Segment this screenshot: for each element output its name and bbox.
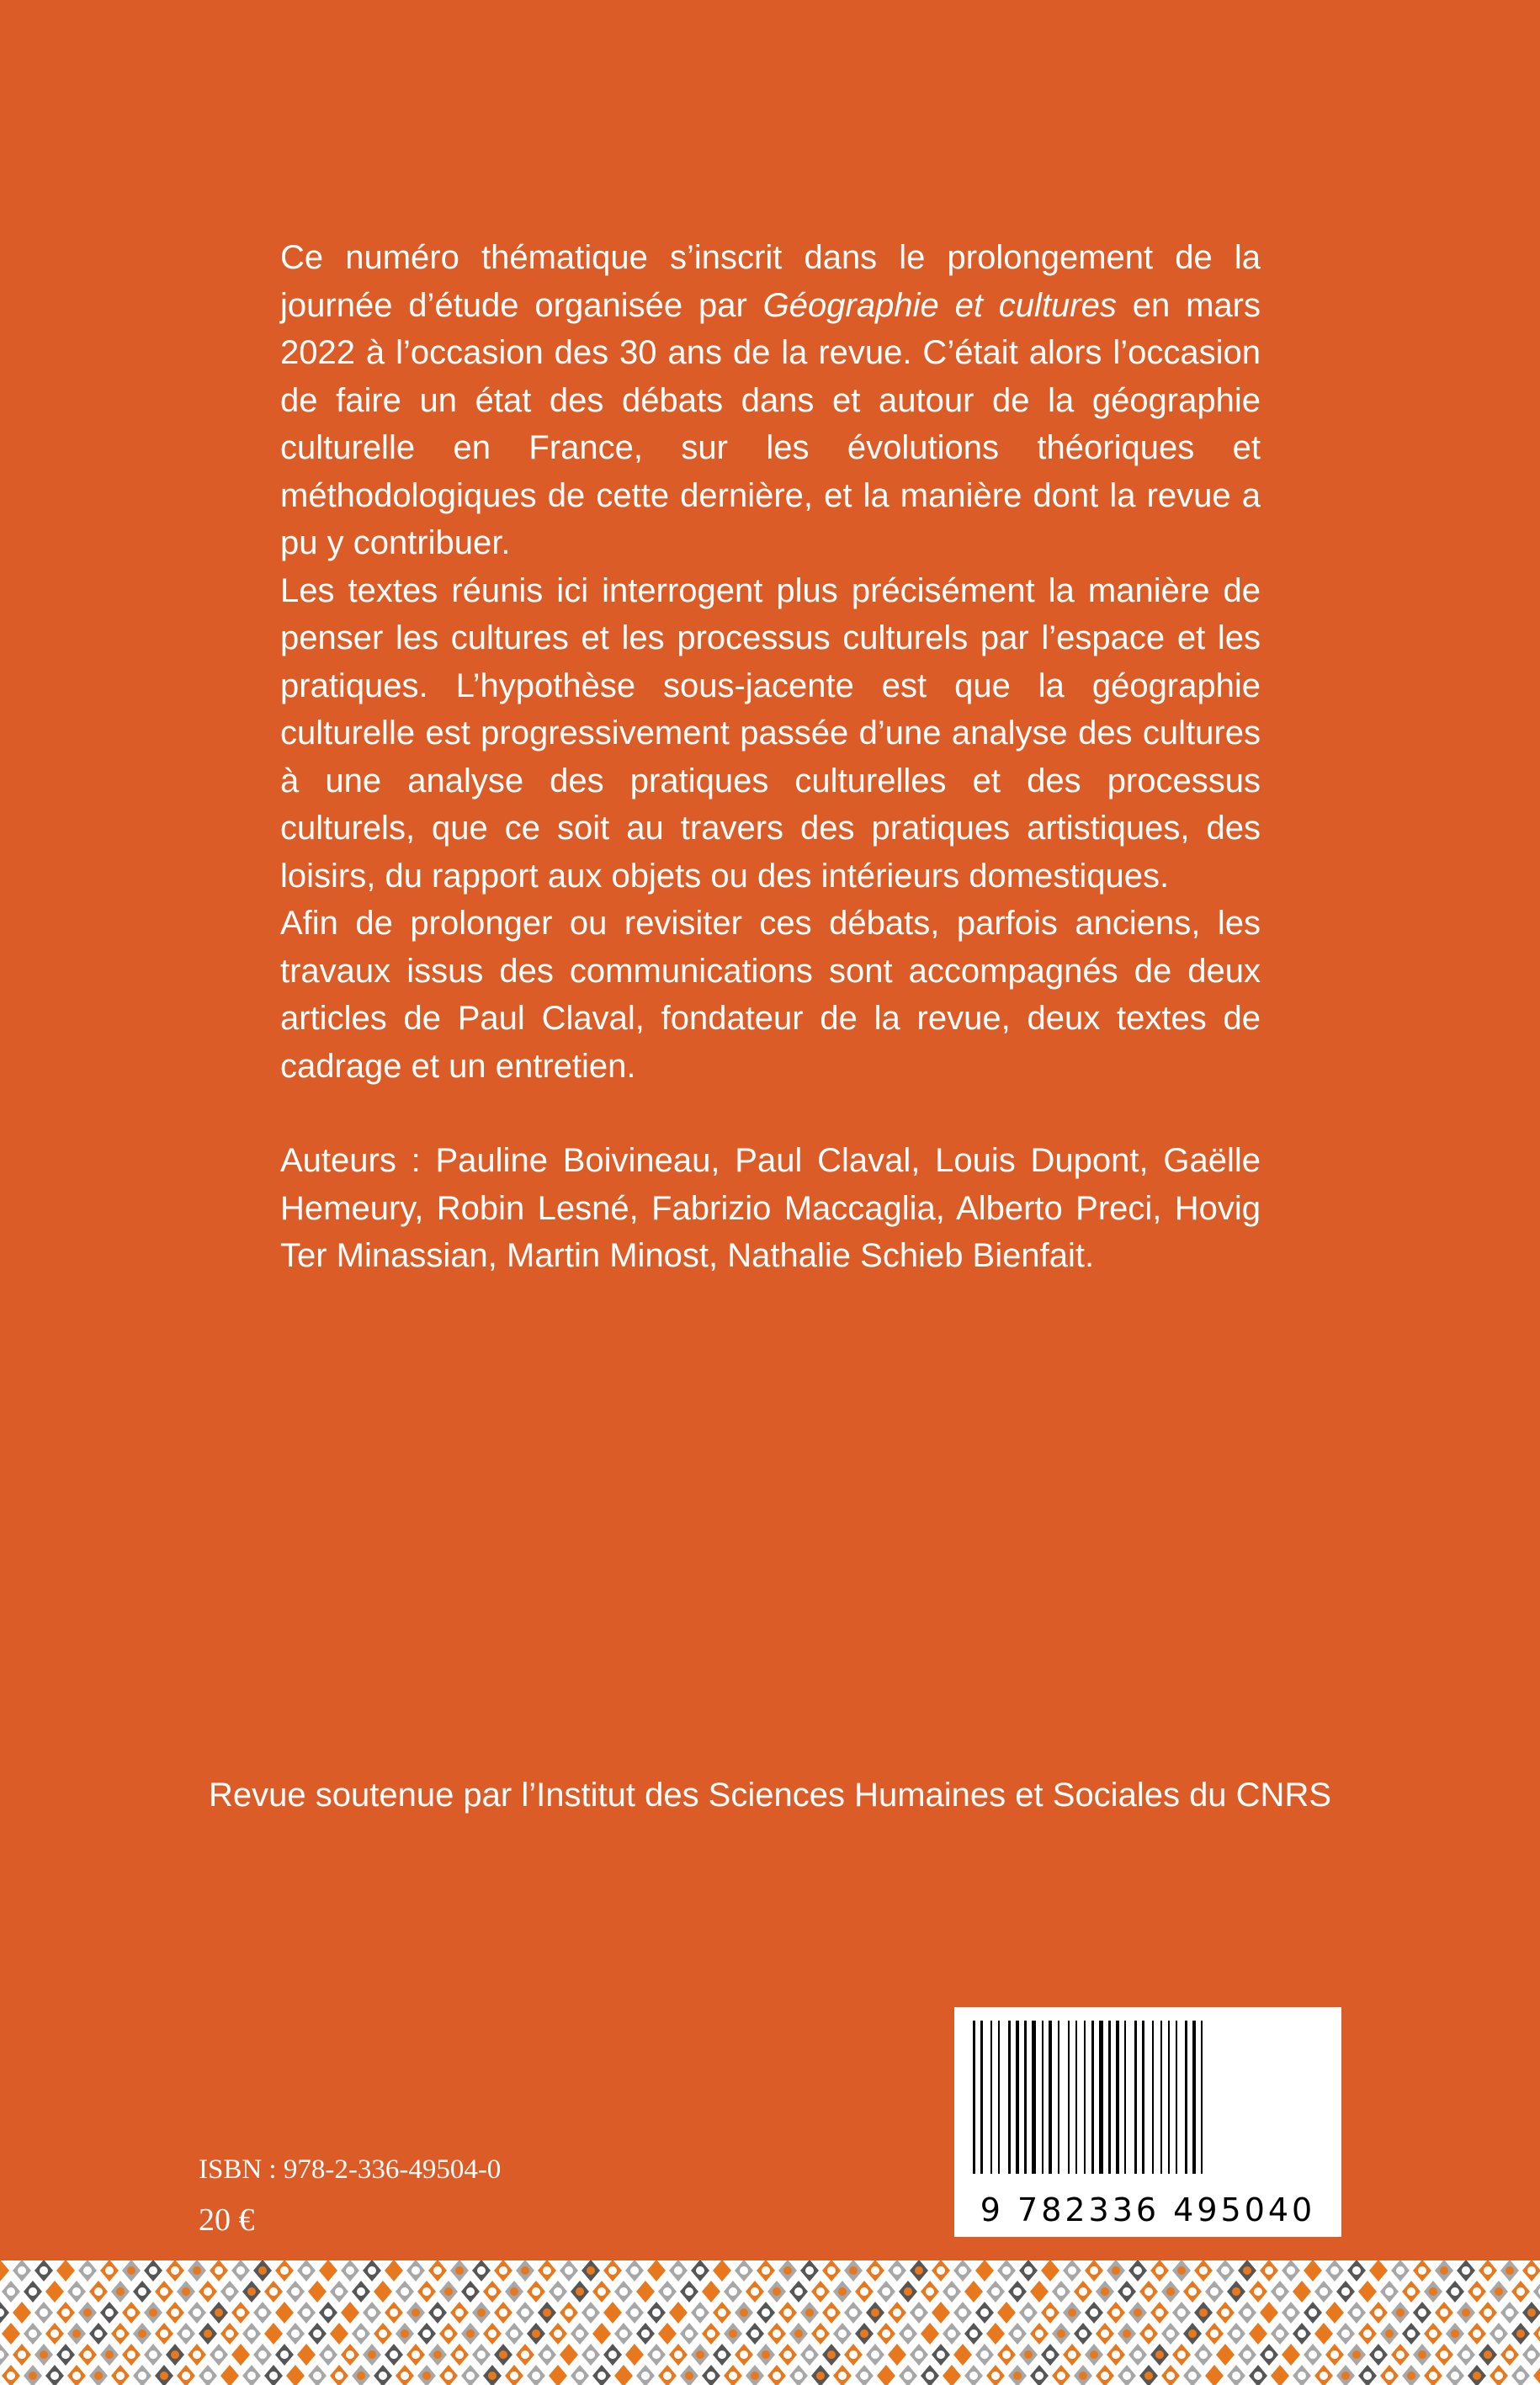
back-cover-text xyxy=(280,234,1261,1280)
isbn-text: ISBN : 978-2-336-49504-0 xyxy=(199,2154,502,2185)
decorative-pattern-strip xyxy=(0,2260,1540,2385)
barcode-digits: 9 782336 495040 xyxy=(980,2191,1316,2228)
authors-paragraph: Auteurs : Pauline Boivineau, Paul Claval, Louis Dupont, Gaëlle Hemeury, Robin Lesné, Fabrizio Maccaglia, Alberto Preci, Hovig Ter Minassian, Martin Minost, Nathalie Schieb Bienfait. xyxy=(280,1142,1261,1274)
intro-paragraph: Ce numéro thématique s’inscrit dans le prolongement de la journée d’étude organisée par Géographie et cultures en mars 2022 à l’occasion des 30 ans de la revue. C’était alors l’occasion de faire un état des débats dans et autour de la géographie culturelle en France, sur les évolutions théoriques et méthodologiques de cette dernière, et la manière dont la revue a pu y contribuer. xyxy=(280,239,1261,561)
barcode xyxy=(954,2007,1341,2237)
journal-title: Géographie et cultures xyxy=(762,286,1117,324)
price-text: 20 € xyxy=(199,2202,255,2238)
contents-paragraph: Afin de prolonger ou revisiter ces débats, parfois anciens, les travaux issus des communications sont accompagnés de deux articles de Paul Claval, fondateur de la revue, deux textes de cadrage et un entretien. xyxy=(280,905,1261,1085)
support-line: Revue soutenue par l’Institut des Sciences Humaines et Sociales du CNRS xyxy=(208,1777,1332,1814)
themes-paragraph: Les textes réunis ici interrogent plus précisément la manière de penser les cultures et les processus culturels par l’espace et les pratiques. L’hypothèse sous-jacente est que la géographie culturelle est progressivement passée d’une analyse des cultures à une analyse des pratiques culturelles et des processus culturels, que ce soit au travers des pratiques artistiques, des loisirs, du rapport aux objets ou des intérieurs domestiques. xyxy=(280,571,1261,895)
